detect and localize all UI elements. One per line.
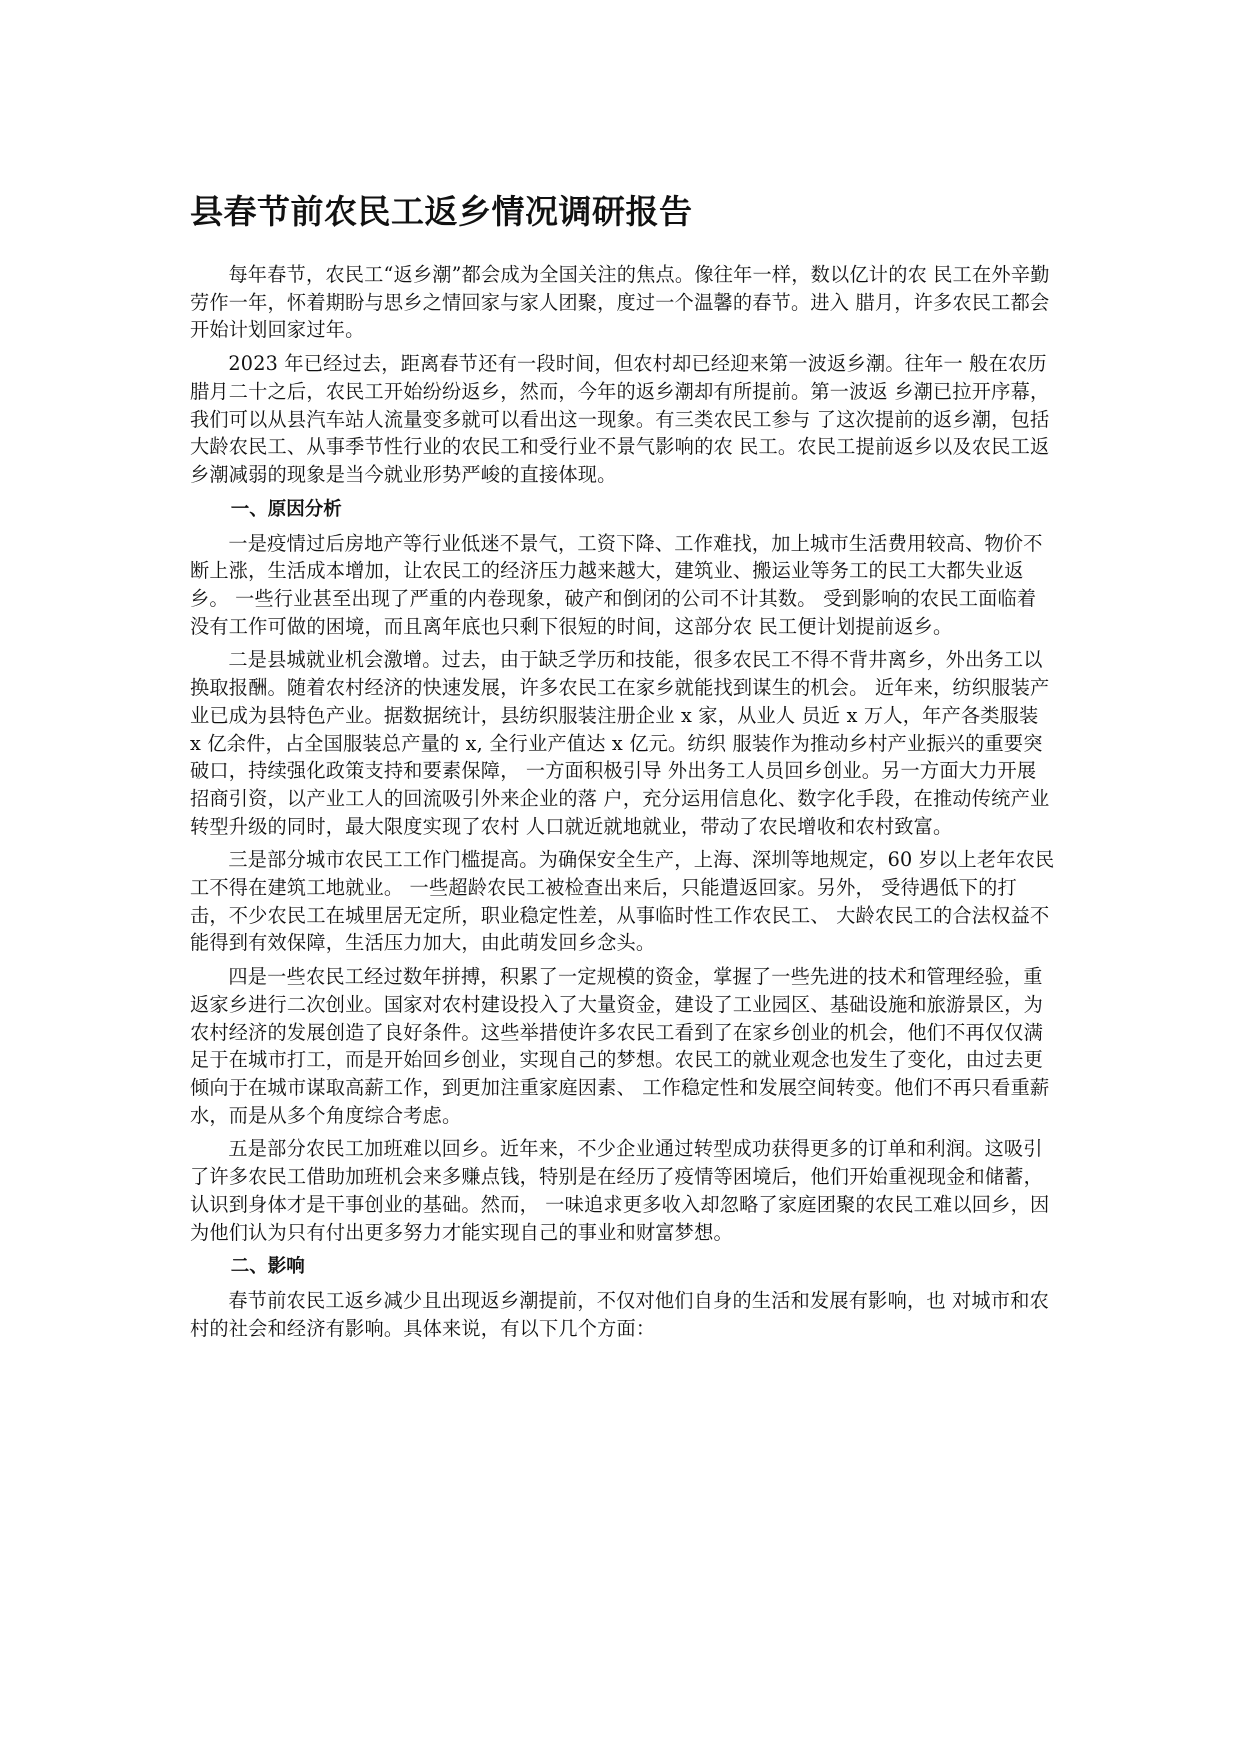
section-heading-impact: 二、影响 [230, 1256, 305, 1278]
cause-paragraph-2: 二是县城就业机会激增。过去，由于缺乏学历和技能，很多农民工不得不背井离乡，外出务工以换取报酬。随着农村经济的快速发展，许多农民工在家乡就能找到谋生的机会。 近年来，纺织服装产业已成为县特色产业。据数据统计，县纺织服装注册企业 x 家，从业人 员近 x 万人，年产各类服装 x 亿余件，占全国服装总产量的 x, 全行业产值达 x 亿元。纺织 服装作为推动乡村产业振兴的重要突破口，持续强化政策支持和要素保障， 一方面积极引导 外出务工人员回乡创业。另一方面大力开展招商引资，以产业工人的回流吸引外来企业的落 户，充分运用信息化、数字化手段，在推动传统产业转型升级的同时，最大限度实现了农村 人口就近就地就业，带动了农民增收和农村致富。 [190, 648, 1050, 838]
intro-paragraph-2: 2023 年已经过去，距离春节还有一段时间，但农村却已经迎来第一波返乡潮。往年一 般在农历腊月二十之后，农民工开始纷纷返乡，然而，今年的返乡潮却有所提前。第一波返 乡潮已拉开序幕，我们可以从县汽车站人流量变多就可以看出这一现象。有三类农民工参与 了这次提前的返乡潮，包括大龄农民工、从事季节性行业的农民工和受行业不景气影响的农 民工。农民工提前返乡以及农民工返乡潮减弱的现象是当今就业形势严峻的直接体现。 [190, 352, 1050, 486]
section-heading-causes: 一、原因分析 [230, 498, 342, 520]
cause-paragraph-1: 一是疫情过后房地产等行业低迷不景气，工资下降、工作难找，加上城市生活费用较高、物价不断上涨，生活成本增加，让农民工的经济压力越来越大，建筑业、搬运业等务工的民工大都失业返乡。 一些行业甚至出现了严重的内卷现象，破产和倒闭的公司不计其数。 受到影响的农民工面临着没有工作可做的困境，而且离年底也只剩下很短的时间，这部分农 民工便计划提前返乡。 [190, 531, 1043, 638]
cause-paragraph-5: 五是部分农民工加班难以回乡。近年来，不少企业通过转型成功获得更多的订单和利润。这吸引了许多农民工借助加班机会来多赚点钱，特别是在经历了疫情等困境后，他们开始重视现金和储蓄，认识到身体才是干事创业的基础。然而， 一味追求更多收入却忽略了家庭团聚的农民工难以回乡，因为他们认为只有付出更多努力才能实现自己的事业和财富梦想。 [190, 1137, 1050, 1244]
document-title: 县春节前农民工返乡情况调研报告 [190, 192, 693, 231]
cause-paragraph-3: 三是部分城市农民工工作门槛提高。为确保安全生产，上海、深圳等地规定，60 岁以上老年农民工不得在建筑工地就业。 一些超龄农民工被检查出来后，只能遣返回家。另外， 受待遇低下的打击，不少农民工在城里居无定所，职业稳定性差，从事临时性工作农民工、 大龄农民工的合法权益不能得到有效保障，生活压力加大，由此萌发回乡念头。 [190, 848, 1055, 955]
document-body [190, 261, 1055, 1349]
cause-paragraph-4: 四是一些农民工经过数年拼搏，积累了一定规模的资金，掌握了一些先进的技术和管理经验，重返家乡进行二次创业。国家对农村建设投入了大量资金，建设了工业园区、基础设施和旅游景区，为农村经济的发展创造了良好条件。这些举措使许多农民工看到了在家乡创业的机会，他们不再仅仅满足于在城市打工，而是开始回乡创业，实现自己的梦想。农民工的就业观念也发生了变化，由过去更倾向于在城市谋取高薪工作，到更加注重家庭因素、 工作稳定性和发展空间转变。他们不再只看重薪水，而是从多个角度综合考虑。 [190, 965, 1050, 1127]
impact-paragraph-1: 春节前农民工返乡减少且出现返乡潮提前，不仅对他们自身的生活和发展有影响，也 对城市和农村的社会和经济有影响。具体来说，有以下几个方面： [190, 1289, 1049, 1340]
intro-paragraph-1: 每年春节，农民工“返乡潮”都会成为全国关注的焦点。像往年一样，数以亿计的农 民工在外辛勤劳作一年，怀着期盼与思乡之情回家与家人团聚，度过一个温馨的春节。进入 腊月，许多农民工都会开始计划回家过年。 [190, 263, 1050, 342]
